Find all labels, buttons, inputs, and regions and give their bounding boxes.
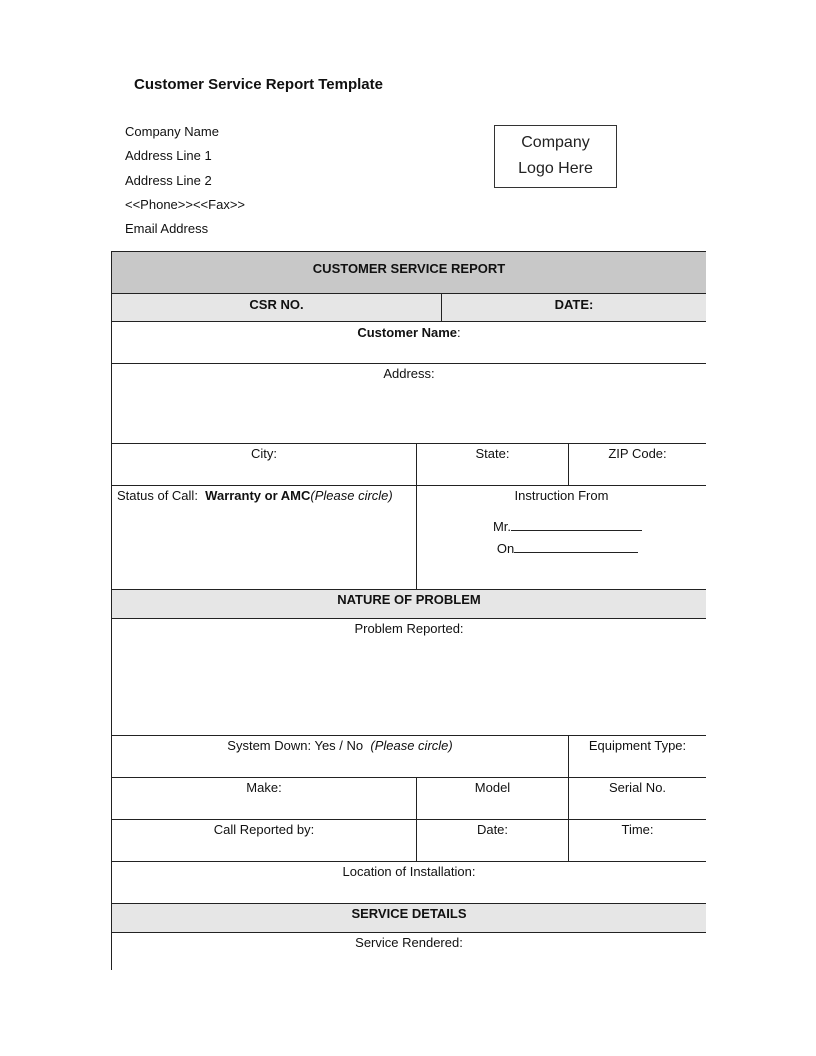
location-row bbox=[111, 861, 706, 903]
serial-no-field[interactable]: Serial No. bbox=[568, 778, 706, 819]
status-label: Status of Call: bbox=[117, 488, 198, 503]
mr-label: Mr. bbox=[492, 519, 512, 534]
address-row bbox=[111, 363, 706, 443]
make-model-serial-row bbox=[111, 777, 706, 819]
logo-text-line-1: Company bbox=[521, 134, 590, 151]
status-options: Warranty or AMC bbox=[205, 488, 311, 503]
zip-code-field[interactable]: ZIP Code: bbox=[568, 444, 706, 485]
city-field[interactable]: City: bbox=[251, 446, 277, 461]
model-field[interactable]: Model bbox=[416, 778, 568, 819]
status-instruction-row bbox=[111, 485, 706, 589]
system-down-row bbox=[111, 735, 706, 777]
csr-date-row bbox=[111, 293, 706, 321]
equipment-type-field[interactable]: Equipment Type: bbox=[568, 736, 706, 777]
nature-of-problem-header-row bbox=[111, 589, 706, 618]
service-details-header-row bbox=[111, 903, 706, 932]
instruction-from-label: Instruction From bbox=[514, 488, 609, 503]
address-line-2: Address Line 2 bbox=[125, 172, 212, 188]
address-field[interactable]: Address: bbox=[383, 366, 435, 381]
customer-name-field[interactable] bbox=[112, 322, 706, 363]
city-state-zip-row bbox=[111, 443, 706, 485]
call-reported-by-field[interactable]: Call Reported by: bbox=[213, 822, 315, 837]
status-hint: (Please circle) bbox=[310, 488, 393, 503]
address-line-1: Address Line 1 bbox=[125, 148, 212, 164]
call-reported-row bbox=[111, 819, 706, 861]
customer-name-label: Customer Name bbox=[357, 325, 458, 340]
email-address: Email Address bbox=[125, 221, 209, 236]
company-logo-placeholder bbox=[494, 125, 617, 188]
logo-text-line-2: Logo Here bbox=[518, 160, 593, 177]
on-blank[interactable] bbox=[514, 540, 638, 553]
status-of-call-field[interactable] bbox=[112, 486, 416, 589]
date-field[interactable]: DATE: bbox=[441, 294, 706, 321]
system-down-field[interactable] bbox=[112, 736, 568, 777]
call-time-field[interactable]: Time: bbox=[568, 820, 706, 861]
problem-reported-row bbox=[111, 618, 706, 735]
instruction-from-field bbox=[416, 486, 706, 589]
nature-of-problem-header: NATURE OF PROBLEM bbox=[337, 592, 481, 607]
company-info bbox=[125, 123, 425, 236]
call-date-field[interactable]: Date: bbox=[416, 820, 568, 861]
company-name: Company Name bbox=[125, 124, 219, 139]
mr-line[interactable] bbox=[417, 518, 706, 534]
csr-no-field[interactable]: CSR NO. bbox=[249, 297, 304, 312]
customer-name-colon: : bbox=[457, 325, 461, 340]
location-of-installation-field[interactable]: Location of Installation: bbox=[342, 864, 476, 879]
customer-name-row bbox=[111, 321, 706, 363]
service-details-header: SERVICE DETAILS bbox=[351, 906, 467, 921]
on-label: On bbox=[496, 541, 515, 556]
service-rendered-row bbox=[111, 932, 706, 970]
problem-reported-field[interactable]: Problem Reported: bbox=[354, 621, 464, 636]
form-header: CUSTOMER SERVICE REPORT bbox=[312, 261, 506, 276]
system-down-hint: (Please circle) bbox=[370, 738, 453, 753]
system-down-label: System Down: Yes / No bbox=[227, 738, 364, 753]
on-line[interactable] bbox=[417, 540, 706, 556]
service-report-form bbox=[111, 251, 706, 970]
phone-fax: <<Phone>><<Fax>> bbox=[125, 196, 245, 212]
state-field[interactable]: State: bbox=[416, 444, 568, 485]
service-rendered-field[interactable]: Service Rendered: bbox=[355, 935, 463, 950]
mr-blank[interactable] bbox=[511, 518, 642, 531]
make-field[interactable]: Make: bbox=[246, 780, 282, 795]
form-header-row bbox=[111, 251, 706, 293]
page-title: Customer Service Report Template bbox=[134, 76, 383, 93]
